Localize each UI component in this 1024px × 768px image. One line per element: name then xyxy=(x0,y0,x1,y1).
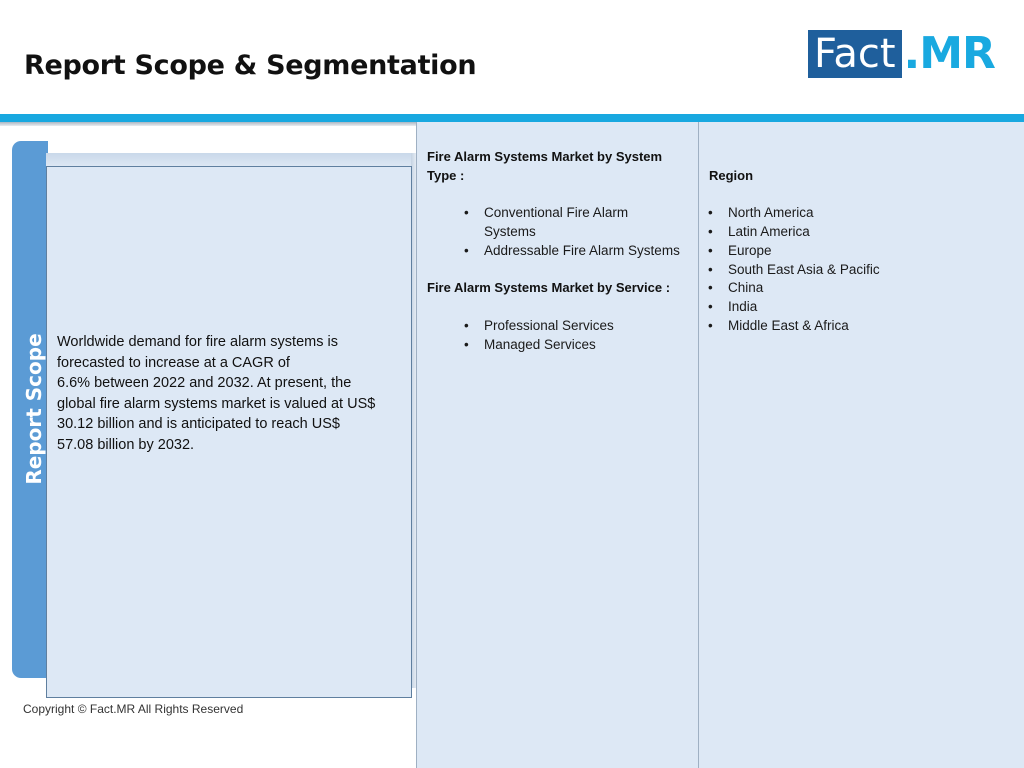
list-item: • Addressable Fire Alarm Systems xyxy=(484,241,696,260)
list-item: • Professional Services xyxy=(484,316,614,335)
report-scope-label: Report Scope xyxy=(22,333,46,485)
service-heading: Fire Alarm Systems Market by Service : xyxy=(427,280,671,295)
segmentation-column-2 xyxy=(698,122,1024,768)
factmr-logo xyxy=(808,30,995,78)
logo-box-text: Fact xyxy=(808,30,902,78)
list-item: • India xyxy=(728,297,757,316)
header-bar-shadow xyxy=(0,122,416,126)
list-item: • Managed Services xyxy=(484,335,596,354)
page-title: Report Scope & Segmentation xyxy=(24,50,477,81)
region-heading: Region xyxy=(709,168,754,183)
list-item: • China xyxy=(728,278,763,297)
logo-suffix-text: .MR xyxy=(903,28,995,79)
list-item: • South East Asia & Pacific xyxy=(728,260,880,279)
list-item: • Conventional Fire Alarm Systems xyxy=(484,203,684,241)
list-item: • Middle East & Africa xyxy=(728,316,849,335)
summary-panel-shadow-top xyxy=(46,153,416,166)
system-type-heading: Fire Alarm Systems Market by System Type : xyxy=(427,149,663,183)
segmentation-column-1 xyxy=(416,122,698,768)
list-item: • Europe xyxy=(728,241,772,260)
list-item: • North America xyxy=(728,203,814,222)
market-summary-text: Worldwide demand for fire alarm systems is forecasted to increase at a CAGR of 6.6% between 2022 and 2032. At present, the global fire alarm systems market is valued at US$ 30.12 billion and is anticipated to reach US$ 57.08 billion by 2032. xyxy=(57,334,376,453)
list-item: • Latin America xyxy=(728,222,810,241)
copyright-footer: Copyright © Fact.MR All Rights Reserved xyxy=(23,702,244,716)
header-accent-bar xyxy=(0,114,1024,122)
